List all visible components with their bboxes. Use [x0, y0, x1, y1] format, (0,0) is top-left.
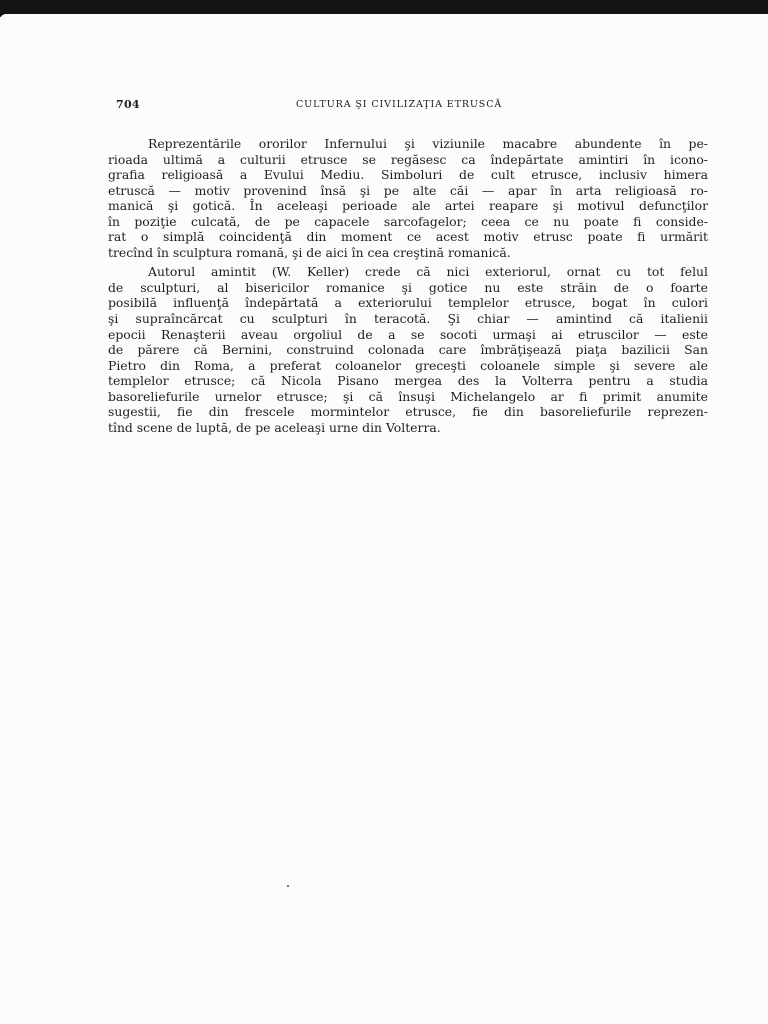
text-line: Autorul amintit (W. Keller) crede că nici exteriorul, ornat cu tot felul: [148, 264, 708, 280]
text-line: epocii Renaşterii aveau orgoliul de a se socoti urmaşi ai etruscilor — este: [108, 326, 708, 342]
text-line: trecînd în sculptura romană, şi de aici în cea creştină romanică.: [108, 244, 511, 260]
text-line: etruscă — motiv provenind însă şi pe alte căi — apar în arta religioasă ro-: [108, 182, 708, 198]
book-page: [0, 14, 768, 1024]
text-line: tînd scene de luptă, de pe aceleaşi urne din Volterra.: [108, 419, 441, 435]
text-line: şi supraîncărcat cu sculpturi în teracotă. Şi chiar — amintind că italienii: [108, 311, 708, 327]
text-line: sugestii, fie din frescele mormintelor etrusce, fie din basoreliefurile reprezen-: [108, 404, 708, 420]
text-line: rioada ultimă a culturii etrusce se regăsesc ca îndepărtate amintiri în icono-: [108, 151, 708, 167]
text-line: posibilă influenţă îndepărtată a exteriorului templelor etrusce, bogat în culori: [108, 295, 708, 311]
text-line: Reprezentările ororilor Infernului şi viziunile macabre abundente în pe-: [148, 136, 708, 151]
running-header: [116, 98, 708, 112]
paragraph-2: [108, 264, 708, 435]
text-line: templelor etrusce; că Nicola Pisano mergea des la Volterra pentru a studia: [108, 373, 708, 389]
text-line: manică şi gotică. În aceleaşi perioade ale artei reapare şi motivul defuncţilor: [108, 198, 708, 214]
text-line: de părere că Bernini, construind colonada care îmbrăţişează piaţa bazilicii San: [108, 342, 708, 358]
page-number: 704: [116, 98, 140, 111]
scan-speck: [287, 885, 289, 887]
text-line: în poziţie culcată, de pe capacele sarcofagelor; ceea ce nu poate fi conside-: [108, 213, 708, 229]
text-line: Pietro din Roma, a preferat coloanelor greceşti coloanele simple şi severe ale: [108, 357, 708, 373]
text-line: rat o simplă coincidenţă din moment ce acest motiv etrusc poate fi urmărit: [108, 229, 708, 245]
running-title: CULTURA ŞI CIVILIZAŢIA ETRUSCĂ: [296, 99, 503, 110]
paragraph-1: [108, 136, 708, 260]
body-text: [108, 136, 708, 439]
text-line: basoreliefurile urnelor etrusce; şi că însuşi Michelangelo ar fi primit anumite: [108, 388, 708, 404]
text-line: de sculpturi, al bisericilor romanice şi gotice nu este străin de o foarte: [108, 279, 708, 295]
text-line: grafia religioasă a Evului Mediu. Simboluri de cult etrusce, inclusiv himera: [108, 167, 708, 183]
